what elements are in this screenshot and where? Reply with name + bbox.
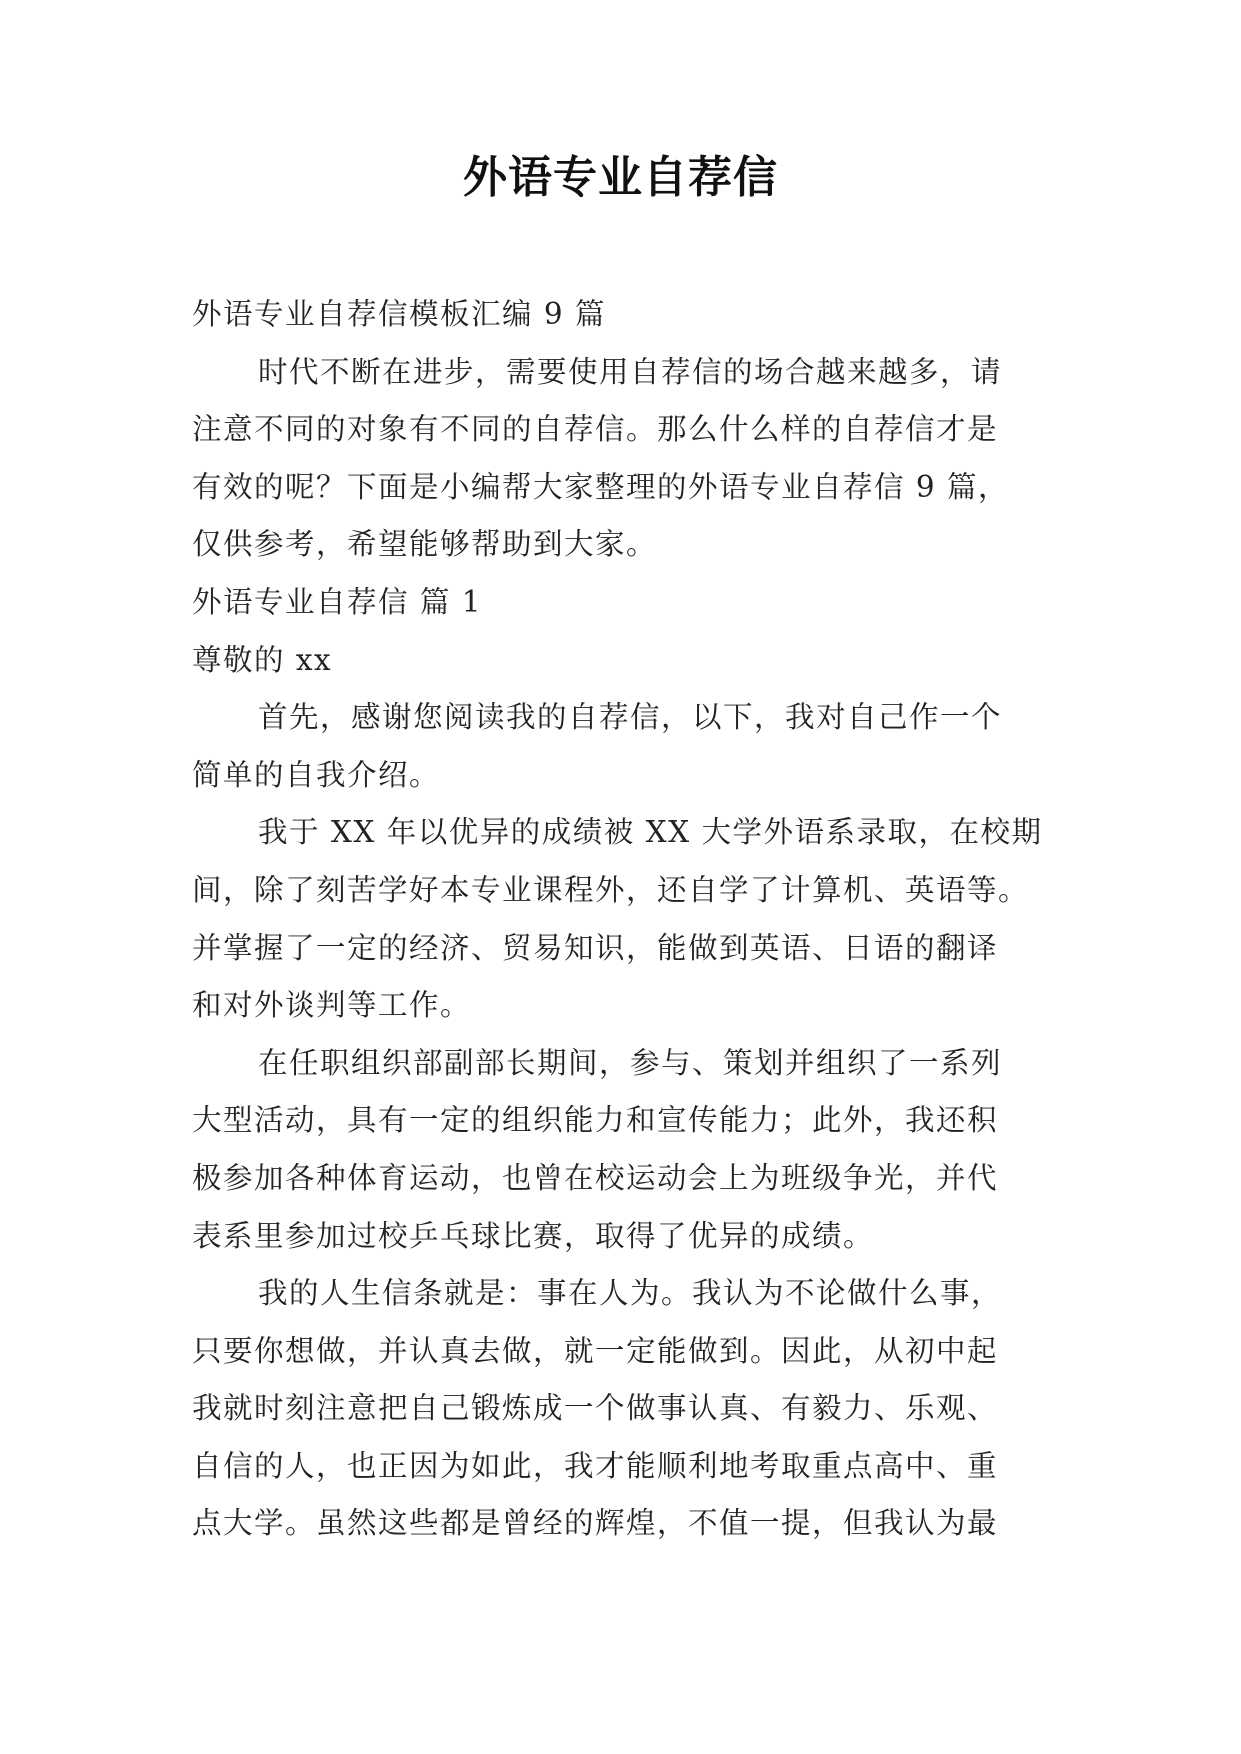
paragraph-line: 我于 XX 年以优异的成绩被 XX 大学外语系录取，在校期 — [258, 815, 1043, 850]
paragraph-line: 注意不同的对象有不同的自荐信。那么什么样的自荐信才是 — [192, 412, 999, 447]
paragraph-line: 我就时刻注意把自己锻炼成一个做事认真、有毅力、乐观、 — [192, 1391, 999, 1426]
paragraph-line: 有效的呢？下面是小编帮大家整理的外语专业自荐信 9 篇， — [192, 469, 1010, 504]
paragraph-line: 仅供参考，希望能够帮助到大家。 — [192, 527, 658, 562]
paragraph-line: 简单的自我介绍。 — [192, 757, 441, 792]
paragraph-line: 我的人生信条就是：事在人为。我认为不论做什么事， — [258, 1276, 1003, 1311]
paragraph-line: 表系里参加过校乒乓球比赛，取得了优异的成绩。 — [192, 1218, 875, 1253]
paragraph-line: 时代不断在进步，需要使用自荐信的场合越来越多，请 — [258, 354, 1003, 389]
section-heading: 外语专业自荐信 篇 1 — [192, 584, 483, 619]
paragraph-line: 点大学。虽然这些都是曾经的辉煌，不值一提，但我认为最 — [192, 1506, 999, 1541]
paragraph-line: 只要你想做，并认真去做，就一定能做到。因此，从初中起 — [192, 1333, 999, 1368]
paragraph-line: 大型活动，具有一定的组织能力和宣传能力；此外，我还积 — [192, 1103, 999, 1138]
paragraph-line: 极参加各种体育运动，也曾在校运动会上为班级争光，并代 — [192, 1160, 999, 1195]
subtitle-line: 外语专业自荐信模板汇编 9 篇 — [192, 297, 607, 331]
salutation-line: 尊敬的 xx — [192, 642, 333, 677]
document-body — [192, 286, 1052, 1553]
paragraph-line: 首先，感谢您阅读我的自荐信，以下，我对自己作一个 — [258, 700, 1003, 735]
paragraph-line: 和对外谈判等工作。 — [192, 988, 472, 1023]
paragraph-line: 并掌握了一定的经济、贸易知识，能做到英语、日语的翻译 — [192, 930, 999, 965]
paragraph-line: 自信的人，也正因为如此，我才能顺利地考取重点高中、重 — [192, 1448, 999, 1483]
paragraph-line: 间，除了刻苦学好本专业课程外，还自学了计算机、英语等。 — [192, 872, 1030, 907]
paragraph-line: 在任职组织部副部长期间，参与、策划并组织了一系列 — [258, 1045, 1003, 1080]
document-title: 外语专业自荐信 — [463, 152, 778, 203]
